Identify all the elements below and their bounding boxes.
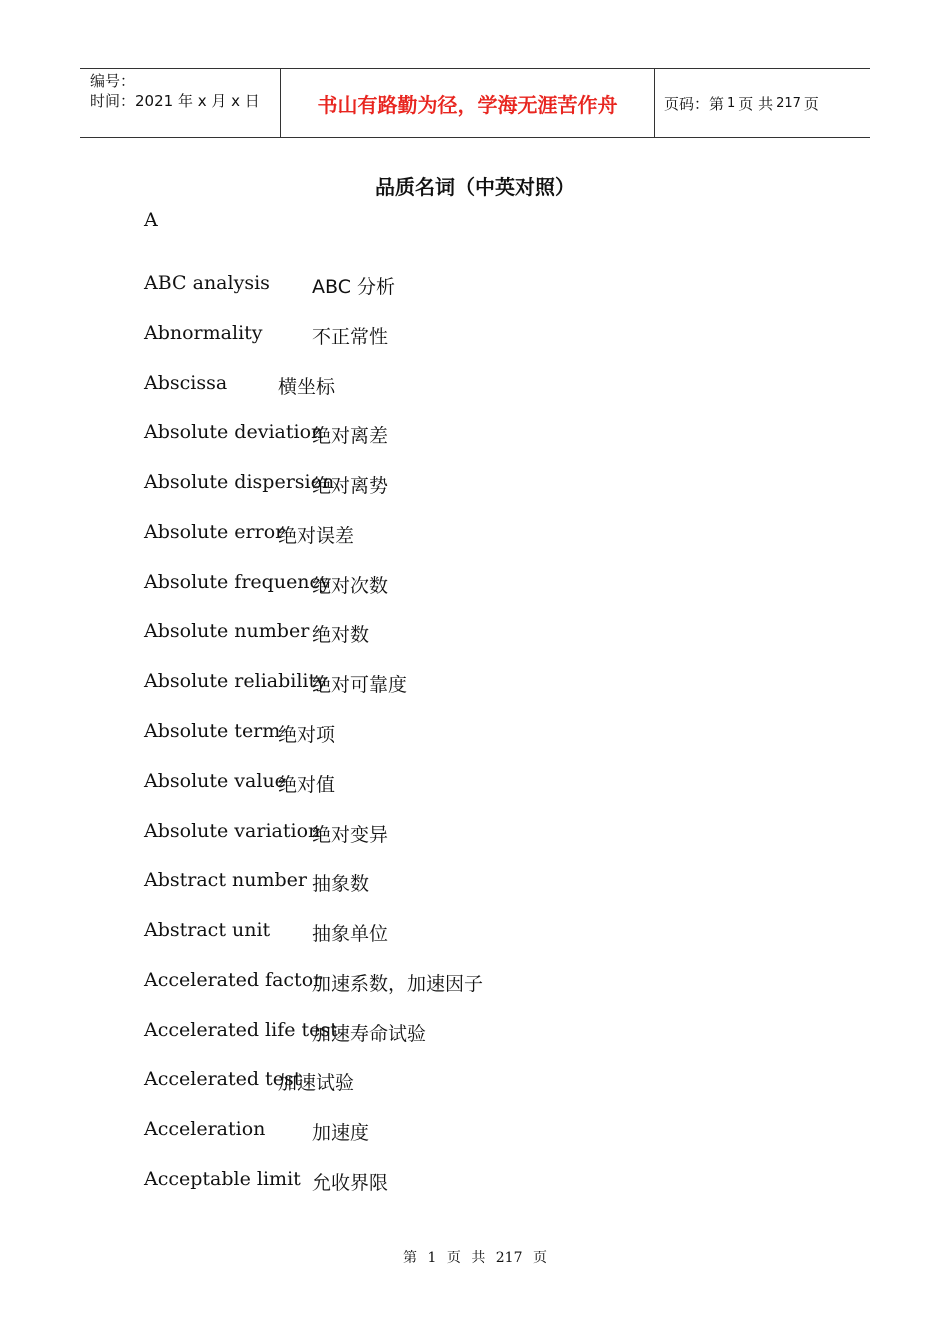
header-motto: 书山有路勤为径，学海无涯苦作舟 xyxy=(281,69,655,137)
term-chinese: 绝对数 xyxy=(312,624,370,646)
term-english: Abstract unit xyxy=(144,919,271,941)
term-chinese: 绝对离势 xyxy=(312,475,389,497)
term-english: Accelerated life test xyxy=(144,1019,338,1041)
term-chinese: 绝对次数 xyxy=(312,575,389,597)
term-english: Absolute variation xyxy=(144,820,321,842)
term-english: Acceleration xyxy=(144,1118,266,1140)
term-chinese: 加速寿命试验 xyxy=(312,1023,427,1045)
term-chinese: 加速试验 xyxy=(278,1072,355,1094)
term-english: Accelerated factor xyxy=(144,969,323,991)
number-label: 编号： xyxy=(90,72,136,90)
footer-current: 1 xyxy=(427,1250,437,1266)
term-english: Absolute error xyxy=(144,521,285,543)
page-prefix: 页码：第 xyxy=(664,94,725,113)
term-chinese: ABC 分析 xyxy=(312,276,396,298)
term-english: Abstract number xyxy=(144,869,307,891)
footer-total: 217 xyxy=(495,1250,523,1266)
term-chinese: 抽象单位 xyxy=(312,923,389,945)
term-chinese: 绝对变异 xyxy=(312,824,389,846)
date-label: 时间：2021 年 x 月 x 日 xyxy=(90,92,260,110)
page-footer xyxy=(0,1247,950,1267)
term-english: Absolute term xyxy=(144,720,281,742)
page-current: 1 xyxy=(727,95,736,111)
term-chinese: 绝对离差 xyxy=(312,425,389,447)
term-chinese: 抽象数 xyxy=(312,873,370,895)
term-english: Abscissa xyxy=(144,372,228,394)
page-total: 217 xyxy=(776,95,801,111)
term-chinese: 不正常性 xyxy=(312,326,389,348)
term-english: Absolute deviation xyxy=(144,421,324,443)
term-english: Absolute reliability xyxy=(144,670,327,692)
term-english: Absolute number xyxy=(144,620,310,642)
term-english: Absolute frequency xyxy=(144,571,331,593)
footer-prefix: 第 xyxy=(403,1250,418,1266)
term-chinese: 加速度 xyxy=(312,1122,370,1144)
term-chinese: 横坐标 xyxy=(278,376,336,398)
term-chinese: 绝对值 xyxy=(278,774,336,796)
section-letter: A xyxy=(144,209,158,231)
term-chinese: 绝对误差 xyxy=(278,525,355,547)
term-chinese: 加速系数，加速因子 xyxy=(312,973,484,995)
term-chinese: 绝对项 xyxy=(278,724,336,746)
page-mid: 页 共 xyxy=(738,94,774,113)
term-english: Absolute dispersion xyxy=(144,471,335,493)
footer-mid2: 共 xyxy=(471,1250,486,1266)
header-meta xyxy=(80,69,281,137)
page-suffix: 页 xyxy=(803,94,819,113)
footer-suffix: 页 xyxy=(532,1250,547,1266)
term-english: ABC analysis xyxy=(144,272,270,294)
document-title: 品质名词（中英对照） xyxy=(375,175,575,199)
term-chinese: 允收界限 xyxy=(312,1172,389,1194)
term-english: Abnormality xyxy=(144,322,263,344)
page-header xyxy=(80,68,870,138)
footer-mid1: 页 xyxy=(446,1250,461,1266)
header-page-info xyxy=(655,69,870,137)
term-english: Acceptable limit xyxy=(144,1168,301,1190)
term-english: Accelerated test xyxy=(144,1068,302,1090)
term-chinese: 绝对可靠度 xyxy=(312,674,408,696)
term-english: Absolute value xyxy=(144,770,286,792)
